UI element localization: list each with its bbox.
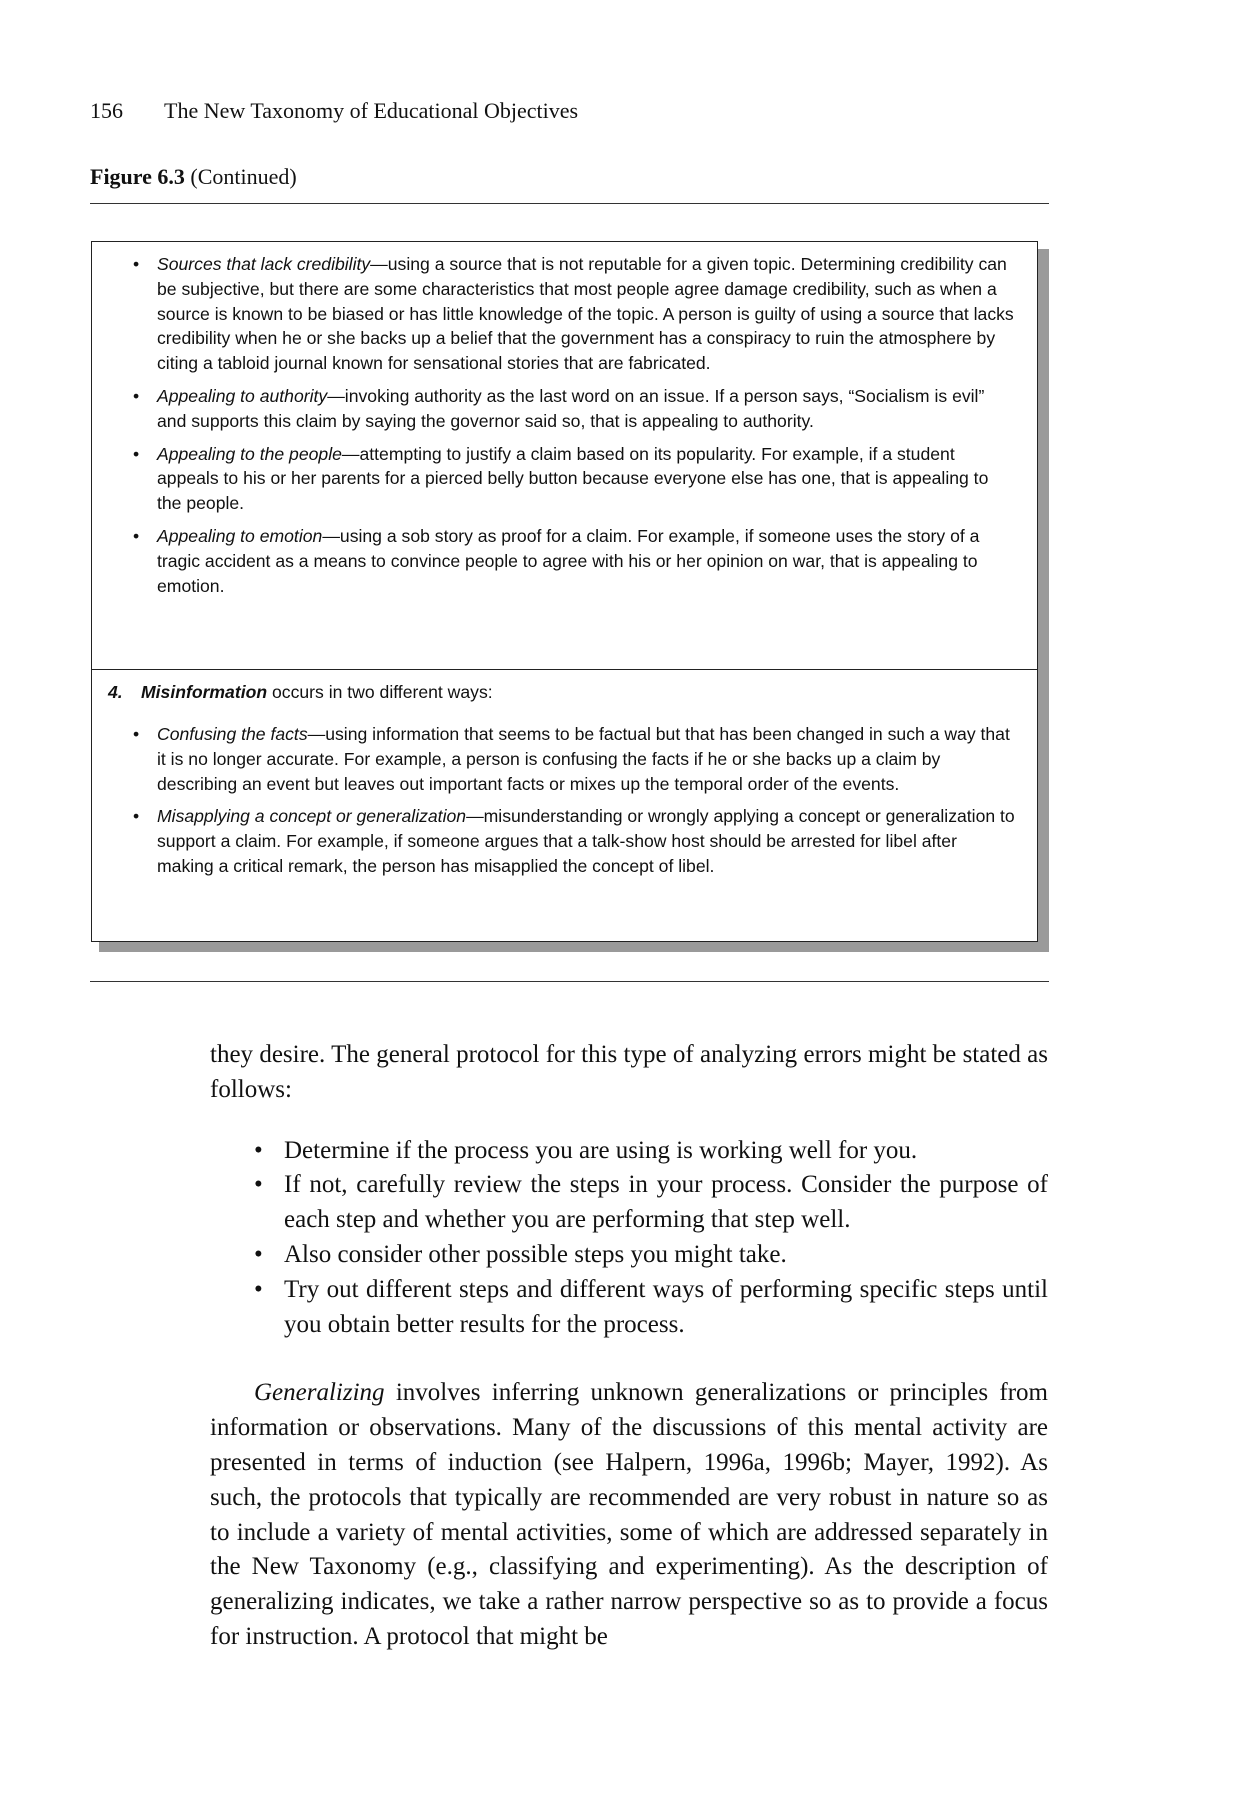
running-title: The New Taxonomy of Educational Objectives <box>164 98 579 123</box>
item-text: —using information that seems to be factual but that has been changed in such a way that it is no longer accurate. For example, a person is confusing the facts if he or she backs up a claim by describing an event but leaves out important facts or mixes up the temporal order of the events. <box>157 724 1010 794</box>
section4-list <box>92 722 1037 887</box>
protocol-step <box>210 1238 1048 1273</box>
item-text: —attempting to justify a claim based on its popularity. For example, if a student appeals to his or her parents for a pierced belly button because everyone else has one, that is appealing to the people. <box>157 443 989 514</box>
list-item <box>92 722 1037 796</box>
protocol-step-text: Also consider other possible steps you might take. <box>284 1240 787 1268</box>
section-number: 4. <box>108 682 123 702</box>
bullet-icon: • <box>133 724 140 744</box>
generalizing-term: Generalizing <box>254 1379 385 1407</box>
body-text <box>210 1038 1048 1655</box>
generalizing-paragraph <box>210 1376 1048 1654</box>
item-term: Appealing to the people <box>157 443 342 464</box>
protocol-step-text: Try out different steps and different ways of performing specific steps until you obtain better results for the process. <box>284 1275 1048 1338</box>
list-item <box>92 442 1037 516</box>
list-item <box>92 804 1037 878</box>
protocol-step <box>210 1168 1048 1238</box>
generalizing-text: involves inferring unknown generalizations or principles from information or observations. Many of the discussions of this mental activity are presented in terms of induction (see Halpern, 1996a, 1996b; Mayer, 1992). As such, the protocols that typically are recommended are very robust in nature so as to include a variety of mental activities, some of which are addressed separately in the New Taxonomy (e.g., classifying and experimenting). As the description of generalizing indicates, we take a rather narrow perspective so as to provide a focus for instruction. A protocol that might be <box>210 1379 1048 1650</box>
bullet-icon: • <box>133 443 140 464</box>
protocol-step <box>210 1134 1048 1169</box>
item-term: Sources that lack credibility <box>157 254 371 274</box>
list-item <box>92 384 1037 434</box>
item-term: Confusing the facts <box>157 724 308 744</box>
box-divider <box>92 669 1037 670</box>
bottom-rule <box>90 981 1049 982</box>
figure-label: Figure 6.3 <box>90 164 185 189</box>
item-text: —invoking authority as the last word on an issue. If a person says, “Socialism is evil” and supports this claim by saying the governor said so, that is appealing to authority. <box>157 385 985 431</box>
top-rule <box>90 203 1049 204</box>
bullet-icon: • <box>254 1171 263 1199</box>
item-term: Appealing to authority <box>157 385 328 406</box>
bullet-icon: • <box>133 525 140 546</box>
section-intro: occurs in two different ways: <box>267 682 493 702</box>
list-item <box>92 524 1037 598</box>
figure-caption-suffix: (Continued) <box>184 164 297 189</box>
running-head <box>90 98 578 124</box>
bullet-icon: • <box>133 806 140 827</box>
bullet-icon: • <box>254 1275 263 1303</box>
figure-caption <box>90 164 297 190</box>
protocol-list <box>210 1134 1048 1343</box>
figure-box <box>91 241 1038 942</box>
list-item <box>92 252 1037 376</box>
section-term: Misinformation <box>141 682 268 702</box>
section3-list <box>92 252 1037 606</box>
section4-heading <box>108 680 493 705</box>
bullet-icon: • <box>133 385 140 406</box>
body-intro-paragraph: they desire. The general protocol for this type of analyzing errors might be stated as follows: <box>210 1041 1048 1103</box>
protocol-step-text: If not, carefully review the steps in your process. Consider the purpose of each step and whether you are performing that step well. <box>284 1171 1048 1234</box>
item-text: —using a source that is not reputable for a given topic. Determining credibility can be subjective, but there are some characteristics that most people agree damage credibility, such as when a source is known to be biased or has little knowledge of the topic. A person is guilty of using a source that lacks credibility when he or she backs up a belief that the government has a conspiracy to ruin the atmosphere by citing a tabloid journal known for sensational stories that are fabricated. <box>157 254 1014 374</box>
protocol-step-text: Determine if the process you are using is working well for you. <box>284 1136 918 1164</box>
protocol-step <box>210 1273 1048 1343</box>
item-text: —using a sob story as proof for a claim. For example, if someone uses the story of a tragic accident as a means to convince people to agree with his or her opinion on war, that is appealing to emotion. <box>157 525 980 596</box>
bullet-icon: • <box>254 1240 263 1268</box>
page-number: 156 <box>90 98 123 123</box>
item-term: Appealing to emotion <box>157 525 323 546</box>
item-text: —misunderstanding or wrongly applying a concept or generalization to support a claim. For example, if someone argues that a talk-show host should be arrested for libel after making a critical remark, the person has misapplied the concept of libel. <box>157 806 1015 876</box>
bullet-icon: • <box>133 254 140 274</box>
item-term: Misapplying a concept or generalization <box>157 806 467 827</box>
bullet-icon: • <box>254 1136 263 1164</box>
